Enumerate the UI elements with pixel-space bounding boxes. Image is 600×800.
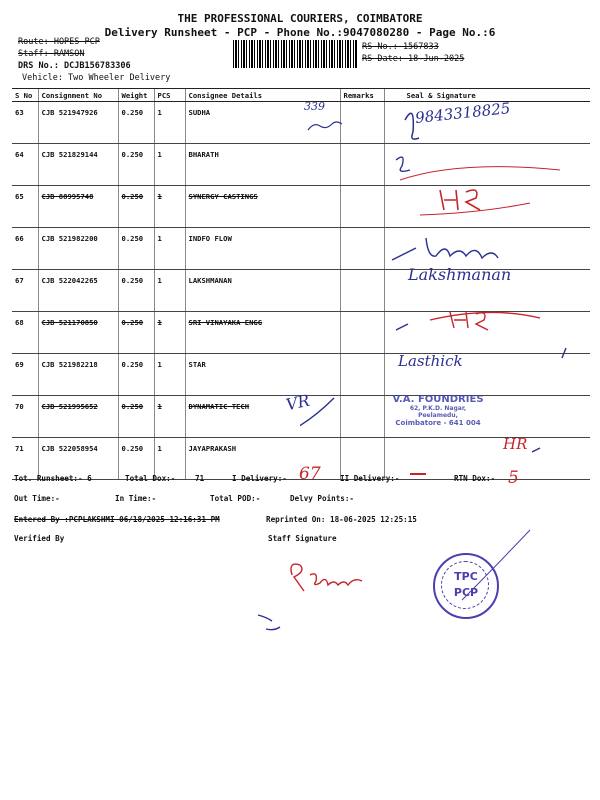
company-stamp: V.A. FOUNDRIES 62, P.K.D. Nagar, Peelamedu, Coimbatore - 641 004 <box>392 394 484 427</box>
row-consignment-no: CJB 521982218 <box>38 354 118 396</box>
row-pcs: 1 <box>154 144 185 186</box>
staff: Staff: RAMSON <box>18 49 85 59</box>
total-dox-value: 71 <box>195 474 205 483</box>
row-weight: 0.250 <box>118 186 154 228</box>
handwritten-phone: 9843318825 <box>414 99 512 127</box>
verified-by: Verified By <box>14 534 65 543</box>
reprinted-on: Reprinted On: 18-06-2025 12:25:15 <box>266 515 417 524</box>
row-pcs: 1 <box>154 102 185 144</box>
signature-scribbles <box>300 100 600 480</box>
row-pcs: 1 <box>154 186 185 228</box>
row-weight: 0.250 <box>118 438 154 480</box>
handwritten-number: 339 <box>304 100 325 113</box>
row-weight: 0.250 <box>118 312 154 354</box>
handwritten-signature-lakshmanan: Lakshmanan <box>408 265 512 284</box>
row-weight: 0.250 <box>118 396 154 438</box>
total-dox-label: Total Dox:- <box>125 474 176 483</box>
runsheet-subtitle: Delivery Runsheet - PCP - Phone No.:9047080280 - Page No.:6 <box>104 26 496 39</box>
row-consignee: SRI VINAYAKA ENGG <box>185 312 340 354</box>
entered-by: Entered By :PCPLAKSHMI 06/18/2025 12:16:31 PM <box>14 515 220 524</box>
row-sno: 67 <box>12 270 38 312</box>
row-pcs: 1 <box>154 438 185 480</box>
rtn-dox-label: RTN Dox:- <box>454 474 496 483</box>
barcode <box>233 40 357 68</box>
row-sno: 71 <box>12 438 38 480</box>
row-sno: 65 <box>12 186 38 228</box>
col-consignment: Consignment No <box>38 89 118 102</box>
out-time: Out Time:- <box>14 494 60 503</box>
handwritten-hr: HR <box>503 435 528 453</box>
tpc-round-stamp: TPC PCP <box>433 553 499 619</box>
col-sno: S No <box>12 89 38 102</box>
vehicle: Vehicle: Two Wheeler Delivery <box>22 73 171 83</box>
row-sno: 69 <box>12 354 38 396</box>
staff-signature-label: Staff Signature <box>268 534 337 543</box>
row-consignee: SYNERGY CASTINGS <box>185 186 340 228</box>
row-sno: 63 <box>12 102 38 144</box>
row-pcs: 1 <box>154 354 185 396</box>
row-weight: 0.250 <box>118 270 154 312</box>
total-runsheet: Tot. Runsheet:- 6 <box>14 474 92 483</box>
company-name: THE PROFESSIONAL COURIERS, COIMBATORE <box>177 12 423 25</box>
row-consignment-no: CJB 521982200 <box>38 228 118 270</box>
row-consignee: STAR <box>185 354 340 396</box>
total-pod: Total POD:- <box>210 494 261 503</box>
row-weight: 0.250 <box>118 102 154 144</box>
row-sno: 70 <box>12 396 38 438</box>
row-consignee: LAKSHMANAN <box>185 270 340 312</box>
drs-number: DRS No.: DCJB156783306 <box>18 61 131 71</box>
row-pcs: 1 <box>154 396 185 438</box>
row-weight: 0.250 <box>118 144 154 186</box>
col-pcs: PCS <box>154 89 185 102</box>
handwritten-signature-star: Lasthick <box>398 352 463 370</box>
ii-delivery-label: II Delivery:- <box>340 474 400 483</box>
row-consignment-no: CJB 521947926 <box>38 102 118 144</box>
handwritten-vr: VR <box>284 390 312 415</box>
row-weight: 0.250 <box>118 354 154 396</box>
row-consignment-no: CJB 521995652 <box>38 396 118 438</box>
col-remarks: Remarks <box>340 89 384 102</box>
row-pcs: 1 <box>154 312 185 354</box>
row-consignee: DYNAMATIC TECH <box>185 396 340 438</box>
ii-delivery-dash <box>410 473 426 475</box>
col-seal-signature: Seal & Signature <box>384 89 590 102</box>
col-consignee: Consignee Details <box>185 89 340 102</box>
row-sno: 66 <box>12 228 38 270</box>
row-pcs: 1 <box>154 228 185 270</box>
row-consignment-no: CJB 88995748 <box>38 186 118 228</box>
row-pcs: 1 <box>154 270 185 312</box>
row-consignment-no: CJB 521170850 <box>38 312 118 354</box>
staff-signature-scribble <box>250 545 450 645</box>
rtn-dox-value: 5 <box>508 468 519 488</box>
i-delivery-label: I Delivery:- <box>232 474 287 483</box>
route: Route: HOPES PCP <box>18 37 100 47</box>
rs-number: RS No.: 1567833 <box>362 42 439 52</box>
col-weight: Weight <box>118 89 154 102</box>
row-sno: 68 <box>12 312 38 354</box>
row-weight: 0.250 <box>118 228 154 270</box>
i-delivery-value: 67 <box>299 464 321 484</box>
row-sno: 64 <box>12 144 38 186</box>
row-consignment-no: CJB 521829144 <box>38 144 118 186</box>
rs-date: RS Date: 18-Jun-2025 <box>362 54 465 64</box>
stamp-signature-stroke <box>460 525 540 605</box>
row-consignment-no: CJB 522058954 <box>38 438 118 480</box>
row-consignee: BHARATH <box>185 144 340 186</box>
row-consignment-no: CJB 522042265 <box>38 270 118 312</box>
row-consignee: INDFO FLOW <box>185 228 340 270</box>
delvy-points: Delvy Points:- <box>290 494 355 503</box>
row-consignee: SUDHA <box>185 102 340 144</box>
row-consignee: JAYAPRAKASH <box>185 438 340 480</box>
in-time: In Time:- <box>115 494 157 503</box>
